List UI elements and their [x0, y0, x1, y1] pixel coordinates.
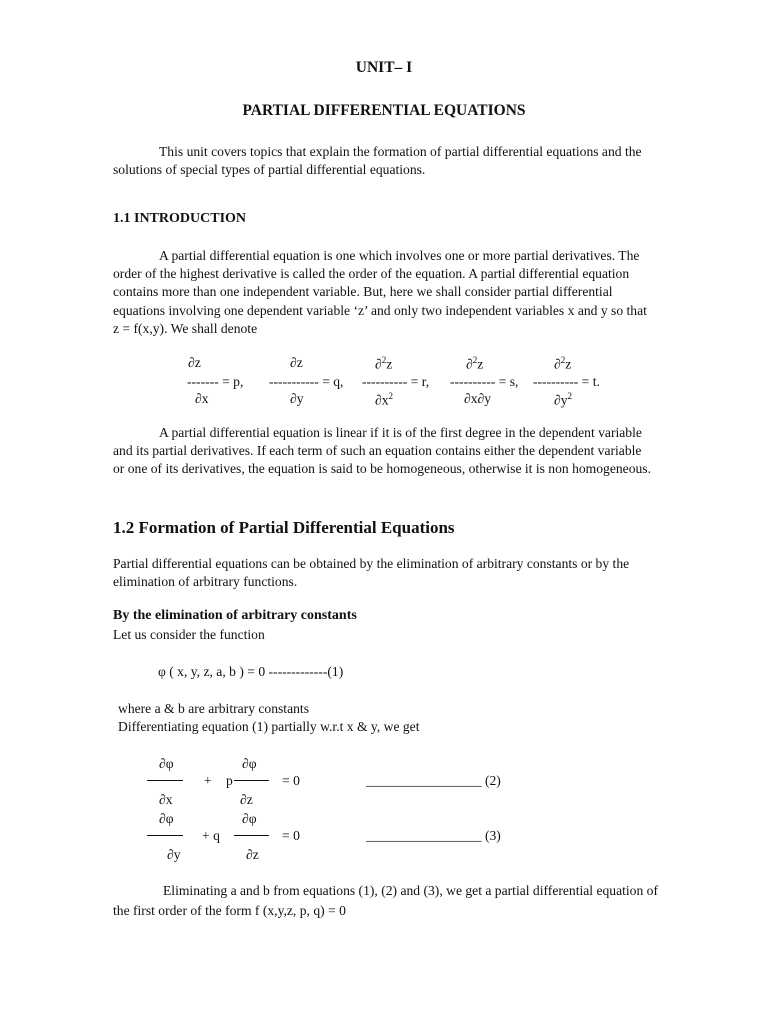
eq2-den2: ∂z: [240, 792, 253, 807]
intro-paragraph: This unit covers topics that explain the formation of partial differential equations and the solutions of special types of partial differential equations.: [113, 144, 642, 178]
eq2-equals: = 0: [282, 773, 300, 788]
eq3-equals: = 0: [282, 828, 300, 843]
notation-rhs-r: ---------- = r,: [362, 374, 430, 389]
subheading-elimination-constants: By the elimination of arbitrary constants: [113, 608, 357, 623]
eq3-num1: ∂φ: [159, 811, 174, 826]
notation-den-s: ∂x∂y: [464, 391, 492, 406]
notation-den-q: ∂y: [290, 391, 304, 406]
eq3-fraction-bar-1: [147, 835, 183, 836]
linearity-paragraph: A partial differential equation is linear if it is of the first degree in the dependent variable and its partial derivatives. If each term of such an equation contains either the dependent variable or one of its derivatives, the equation is said to be homogeneous, otherwise it is non homogeneous.: [113, 425, 651, 477]
formation-paragraph: Partial differential equations can be obtained by the elimination of arbitrary constants or by the elimination of arbitrary functions.: [113, 556, 630, 590]
notation-den-p: ∂x: [195, 391, 209, 406]
notation-den-r: $\partial x^2$: [375, 391, 394, 408]
eq3-den1: ∂y: [167, 847, 181, 862]
function-equation: φ ( x, y, z, a, b ) = 0 -------------(1): [158, 664, 344, 679]
unit-heading: UNIT– I: [355, 59, 413, 76]
let-line: Let us consider the function: [113, 627, 265, 642]
section-heading-formation: 1.2 Formation of Partial Differential Equations: [113, 518, 455, 537]
notation-num-q: ∂z: [290, 355, 303, 370]
eq2-label: _________________ (2): [366, 773, 501, 788]
eq3-den2: ∂z: [246, 847, 259, 862]
eq3-label: _________________ (3): [366, 828, 501, 843]
notation-rhs-s: ---------- = s,: [450, 374, 519, 389]
eq2-num2: ∂φ: [242, 756, 257, 771]
notation-rhs-q: ----------- = q,: [269, 374, 344, 389]
notation-num-r: ∂$^2$z: [375, 355, 393, 372]
notation-den-t: $\partial y^2$: [554, 391, 573, 408]
intro-definition-paragraph: A partial differential equation is one which involves one or more partial derivatives. The order of the highest derivative is called the order of the equation. A partial differential equation contains more than one independent variable. But, here we shall consider partial differential equations involving one dependent variable ‘z’ and only two independent variables x and y so that z = f(x,y). We shall denote: [113, 248, 647, 336]
section-heading-introduction: 1.1 INTRODUCTION: [113, 211, 247, 226]
eq3-fraction-bar-2: [234, 835, 269, 836]
differentiating-line: Differentiating equation (1) partially w.r.t x & y, we get: [118, 719, 420, 734]
eq3-num2: ∂φ: [242, 811, 257, 826]
eq2-num1: ∂φ: [159, 756, 174, 771]
eq2-fraction-bar-2: [234, 780, 269, 781]
eq2-fraction-bar-1: [147, 780, 183, 781]
page-title: PARTIAL DIFFERENTIAL EQUATIONS: [242, 102, 526, 119]
eq2-den1: ∂x: [159, 792, 173, 807]
notation-num-p: ∂z: [188, 355, 201, 370]
where-line: where a & b are arbitrary constants: [118, 701, 309, 716]
notation-rhs-p: ------- = p,: [187, 374, 244, 389]
notation-rhs-t: ---------- = t.: [533, 374, 600, 389]
notation-num-s: ∂$^2$z: [466, 355, 484, 372]
eq3-plus-q: + q: [202, 828, 220, 843]
conclusion-paragraph: Eliminating a and b from equations (1), (2) and (3), we get a partial differential equation of the first order of the form f (x,y,z, p, q) = 0: [113, 883, 658, 918]
eq2-p: p: [226, 773, 233, 788]
notation-num-t: ∂$^2$z: [554, 355, 572, 372]
eq2-plus: +: [204, 773, 212, 788]
